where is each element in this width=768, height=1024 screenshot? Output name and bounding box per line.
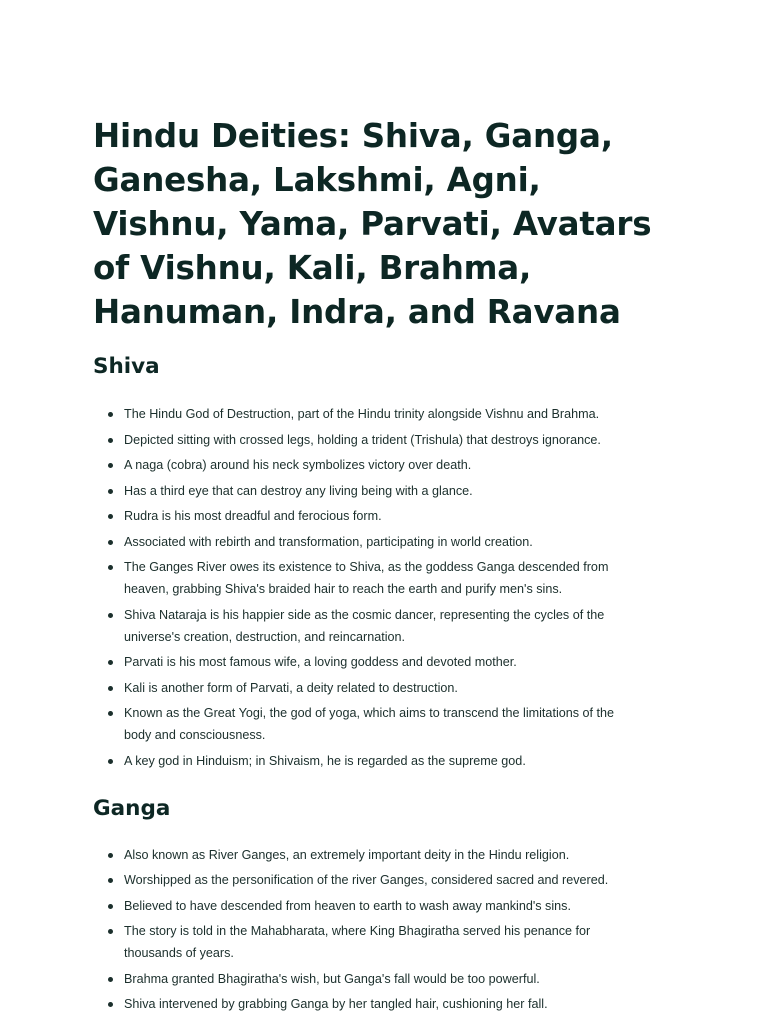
list-item-text: Rudra is his most dreadful and ferocious form. [124, 509, 382, 523]
list-item-text: Depicted sitting with crossed legs, holding a trident (Trishula) that destroys ignorance. [124, 432, 601, 447]
bullet-dot-icon [108, 613, 113, 618]
bullet-dot-icon [108, 977, 113, 982]
list-item-text: Worshipped as the personification of the river Ganges, considered sacred and revered. [124, 873, 609, 887]
page-title: Hindu Deities: Shiva, Ganga, Ganesha, Lakshmi, Agni, Vishnu, Yama, Parvati, Avatars of Vishnu, Kali, Brahma, Hanuman, Indra, and Ravana [93, 117, 652, 331]
list-item [93, 869, 644, 891]
list-item-text: Parvati is his most famous wife, a loving goddess and devoted mother. [124, 655, 517, 669]
list-item [93, 651, 644, 673]
bullet-dot-icon [108, 711, 113, 716]
list-item-text: A key god in Hinduism; in Shivaism, he is regarded as the supreme god. [124, 753, 526, 768]
section-heading-shiva: Shiva [93, 354, 160, 379]
bullet-dot-icon [108, 463, 113, 468]
section-shiva [93, 352, 668, 772]
bullet-dot-icon [108, 412, 113, 417]
list-item-text: Known as the Great Yogi, the god of yoga, which aims to transcend the limitations of the body and consciousness. [124, 706, 615, 742]
list-item-text: Also known as River Ganges, an extremely important deity in the Hindu religion. [124, 847, 570, 862]
list-item-text: Shiva Nataraja is his happier side as the cosmic dancer, representing the cycles of the universe's creation, destruction, and reincarnation. [124, 607, 605, 644]
list-item [93, 968, 644, 990]
section-heading-ganga: Ganga [93, 795, 171, 821]
list-item [93, 993, 644, 1015]
list-item [93, 531, 644, 553]
list-item [93, 403, 644, 425]
shiva-bullet-list [93, 403, 668, 772]
list-item-text: Associated with rebirth and transformation, participating in world creation. [124, 534, 533, 549]
bullet-dot-icon [108, 514, 113, 519]
bullet-dot-icon [108, 759, 113, 764]
section-ganga [93, 794, 668, 1016]
list-item [93, 920, 644, 964]
list-item-text: Brahma granted Bhagiratha's wish, but Ganga's fall would be too powerful. [124, 971, 540, 986]
list-item-text: A naga (cobra) around his neck symbolizes victory over death. [124, 458, 472, 472]
list-item [93, 480, 644, 502]
list-item-text: The Ganges River owes its existence to Shiva, as the goddess Ganga descended from heaven, grabbing Shiva's braided hair to reach the earth and purify men's sins. [124, 560, 609, 596]
list-item-text: The story is told in the Mahabharata, where King Bhagiratha served his penance for thousands of years. [124, 924, 591, 960]
bullet-dot-icon [108, 853, 113, 858]
list-item [93, 895, 644, 917]
list-item-text: Has a third eye that can destroy any living being with a glance. [124, 483, 473, 498]
bullet-dot-icon [108, 686, 113, 691]
list-item-text: Shiva intervened by grabbing Ganga by her tangled hair, cushioning her fall. [124, 997, 548, 1011]
list-item [93, 677, 644, 699]
bullet-dot-icon [108, 929, 113, 934]
bullet-dot-icon [108, 540, 113, 545]
list-item [93, 844, 644, 866]
bullet-dot-icon [108, 660, 113, 665]
list-item [93, 702, 644, 746]
list-item-text: Kali is another form of Parvati, a deity related to destruction. [124, 680, 458, 695]
bullet-dot-icon [108, 878, 113, 883]
bullet-dot-icon [108, 1002, 113, 1007]
list-item [93, 505, 644, 527]
list-item [93, 604, 644, 648]
list-item [93, 454, 644, 476]
bullet-dot-icon [108, 438, 113, 443]
list-item-text: Believed to have descended from heaven to earth to wash away mankind's sins. [124, 898, 571, 913]
bullet-dot-icon [108, 904, 113, 909]
bullet-dot-icon [108, 489, 113, 494]
list-item [93, 429, 644, 451]
bullet-dot-icon [108, 565, 113, 570]
list-item [93, 556, 644, 600]
ganga-bullet-list [93, 844, 668, 1016]
list-item-text: The Hindu God of Destruction, part of the Hindu trinity alongside Vishnu and Brahma. [124, 407, 600, 421]
list-item [93, 750, 644, 772]
